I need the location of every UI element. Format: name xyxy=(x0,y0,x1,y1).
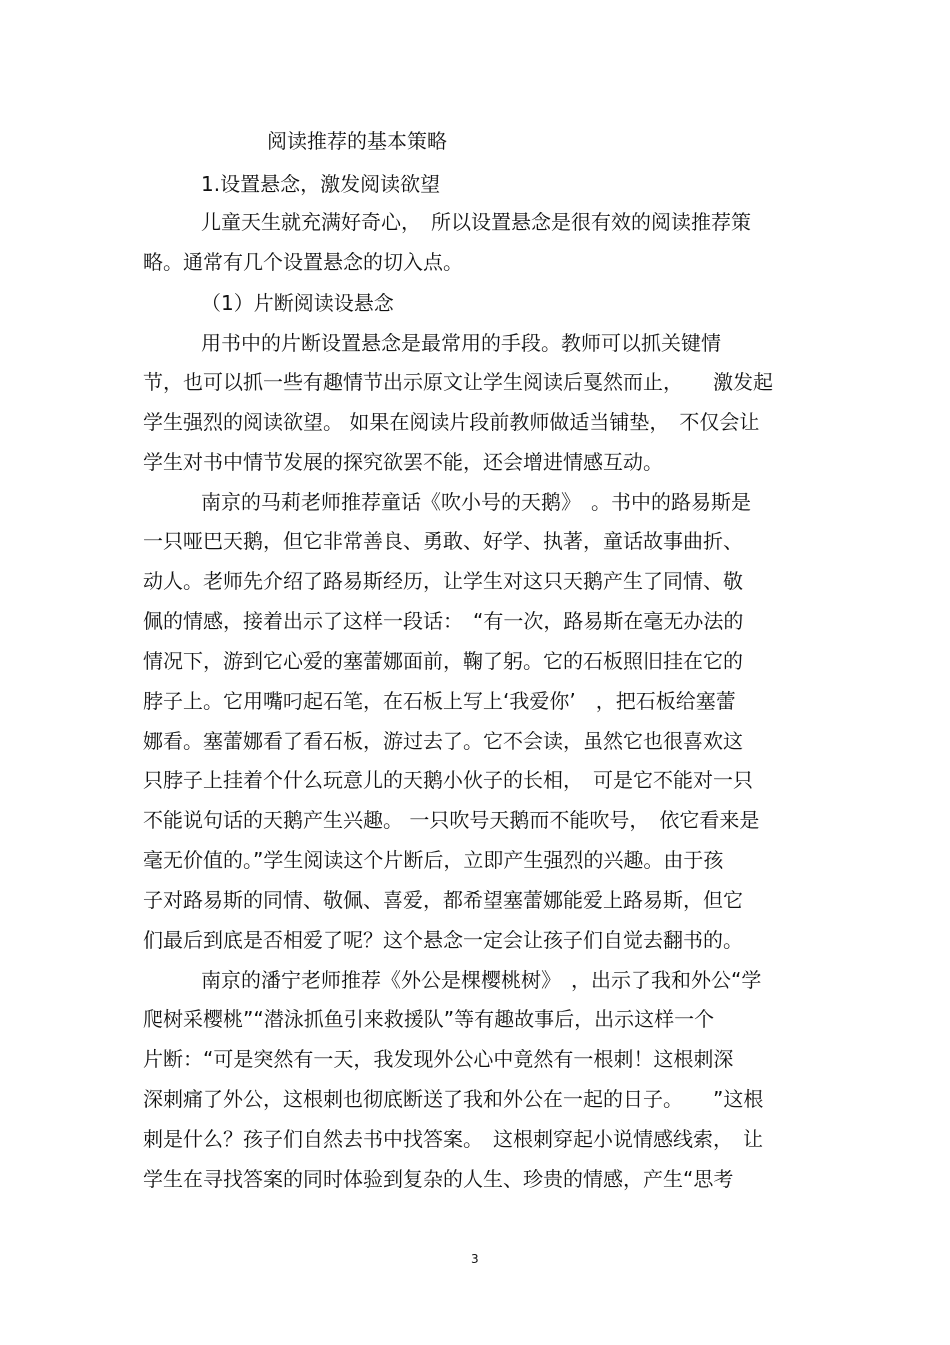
body-line: 学生在寻找答案的同时体验到复杂的人生、珍贵的情感，产生“思考 xyxy=(143,1167,734,1191)
body-line: 片断：“可是突然有一天，我发现外公心中竟然有一根刺！这根刺深 xyxy=(143,1047,734,1071)
body-line: 南京的马莉老师推荐童话《吹小号的天鹅》 。书中的路易斯是 xyxy=(201,490,751,514)
body-line: 动人。老师先介绍了路易斯经历，让学生对这只天鹅产生了同情、敬 xyxy=(143,569,743,593)
document-title: 阅读推荐的基本策略 xyxy=(267,129,447,153)
body-line: 爬树采樱桃”“潜泳抓鱼引来救援队”等有趣故事后，出示这样一个 xyxy=(143,1007,715,1031)
body-line: 只脖子上挂着个什么玩意儿的天鹅小伙子的长相， 可是它不能对一只 xyxy=(143,768,753,792)
body-line: 子对路易斯的同情、敬佩、喜爱，都希望塞蕾娜能爱上路易斯，但它 xyxy=(143,888,743,912)
body-line: 不能说句话的天鹅产生兴趣。 一只吹号天鹅而不能吹号， 依它看来是 xyxy=(143,808,760,832)
body-line: 儿童天生就充满好奇心， 所以设置悬念是很有效的阅读推荐策 xyxy=(201,210,751,234)
subsection-heading: （1）片断阅读设悬念 xyxy=(201,291,394,315)
body-line: 毫无价值的。”学生阅读这个片断后，立即产生强烈的兴趣。由于孩 xyxy=(143,848,724,872)
section-heading: 1.设置悬念，激发阅读欲望 xyxy=(201,172,441,196)
body-line: 节，也可以抓一些有趣情节出示原文让学生阅读后戛然而止， 激发起 xyxy=(143,370,773,394)
page-number: 3 xyxy=(471,1252,479,1266)
body-line: 学生强烈的阅读欲望。 如果在阅读片段前教师做适当铺垫， 不仅会让 xyxy=(143,410,760,434)
body-line: 用书中的片断设置悬念是最常用的手段。教师可以抓关键情 xyxy=(201,331,721,355)
body-line: 佩的情感，接着出示了这样一段话： “有一次，路易斯在毫无办法的 xyxy=(143,609,744,633)
body-line: 一只哑巴天鹅，但它非常善良、勇敢、好学、执著，童话故事曲折、 xyxy=(143,529,743,553)
body-line: 情况下，游到它心爱的塞蕾娜面前，鞠了躬。它的石板照旧挂在它的 xyxy=(143,649,743,673)
body-line: 刺是什么？孩子们自然去书中找答案。 这根刺穿起小说情感线索， 让 xyxy=(143,1127,763,1151)
body-line: 南京的潘宁老师推荐《外公是棵樱桃树》 ，出示了我和外公“学 xyxy=(201,968,762,992)
body-line: 脖子上。它用嘴叼起石笔，在石板上写上‘我爱你’ ，把石板给塞蕾 xyxy=(143,689,736,713)
body-line: 学生对书中情节发展的探究欲罢不能，还会增进情感互动。 xyxy=(143,450,663,474)
body-line: 深刺痛了外公，这根刺也彻底断送了我和外公在一起的日子。 ”这根 xyxy=(143,1087,764,1111)
body-line: 们最后到底是否相爱了呢？这个悬念一定会让孩子们自觉去翻书的。 xyxy=(143,928,743,952)
body-line: 娜看。塞蕾娜看了看石板，游过去了。它不会读，虽然它也很喜欢这 xyxy=(143,729,743,753)
body-line: 略。通常有几个设置悬念的切入点。 xyxy=(143,250,463,274)
